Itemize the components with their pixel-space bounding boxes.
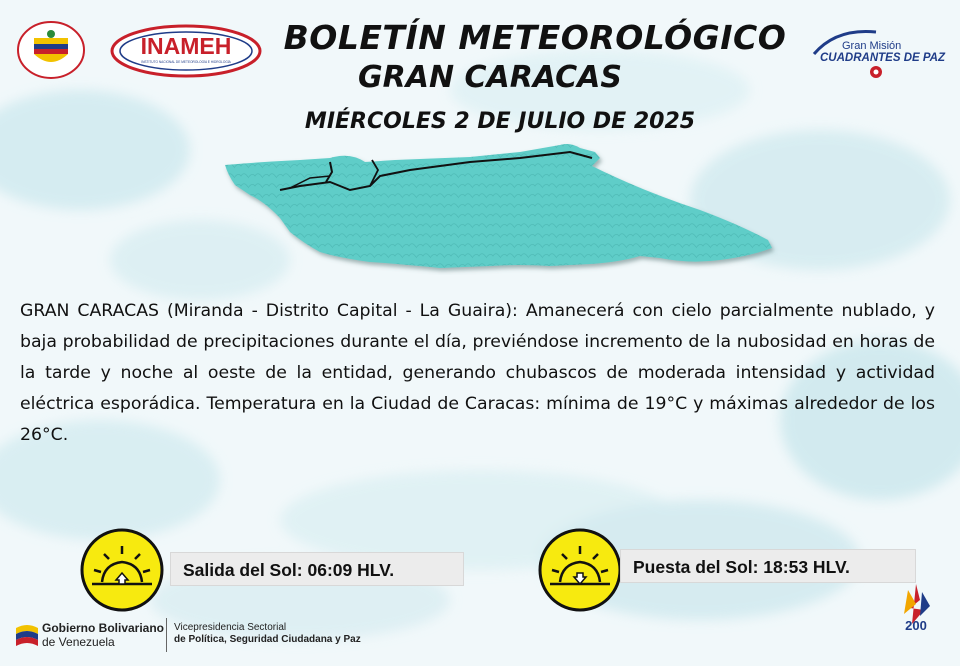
bulletin-date: MIÉRCOLES 2 DE JULIO DE 2025 — [304, 109, 696, 134]
inameh-logo — [110, 24, 262, 78]
forecast-text: GRAN CARACAS (Miranda - Distrito Capital - La Guaira): Amanecerá con cielo parcialmente nublado, y baja probabilidad de precipitaciones durante el día, previéndose incremento de la nubosidad en horas de la tarde y noche al oeste de la entidad, generando chubascos de moderada intensidad y actividad eléctrica esporádica. Temperatura en la Ciudad de Caracas: mínima de 19°C y máximas alrededor de los 26°C. — [20, 301, 935, 445]
vice-line1: Vicepresidencia Sectorial — [174, 622, 287, 633]
gov-line1: Gobierno Bolivariano — [42, 621, 165, 635]
bulletin-title: BOLETÍN METEOROLÓGICO — [283, 18, 787, 57]
region-title: GRAN CARACAS — [358, 60, 622, 95]
inameh-wordmark: INAMEH — [140, 33, 232, 59]
vice-line2: de Política, Seguridad Ciudadana y Paz — [174, 634, 361, 645]
sunrise-icon — [80, 528, 164, 612]
gov-line2: de Venezuela — [42, 635, 115, 649]
cuadrantes-de-paz-text: CUADRANTES DE PAZ — [820, 52, 946, 64]
sunset-icon — [538, 528, 622, 612]
sunrise-time: Salida del Sol: 06:09 HLV. — [170, 552, 464, 586]
venezuela-flag-icon — [14, 622, 40, 648]
inameh-subtitle: INSTITUTO NACIONAL DE METEOROLOGÍA E HIDROLOGÍA — [141, 60, 231, 64]
gran-caracas-map — [220, 140, 780, 275]
sunset-time: Puesta del Sol: 18:53 HLV. — [620, 549, 916, 583]
anniversary-number: 200 — [905, 618, 927, 633]
gran-mision-text: Gran Misión — [842, 40, 902, 52]
gran-mision-logo — [806, 22, 946, 82]
anniversary-logo — [890, 580, 942, 650]
government-logo — [14, 618, 174, 654]
national-emblem-logo — [16, 20, 86, 80]
footer-divider — [166, 618, 167, 652]
